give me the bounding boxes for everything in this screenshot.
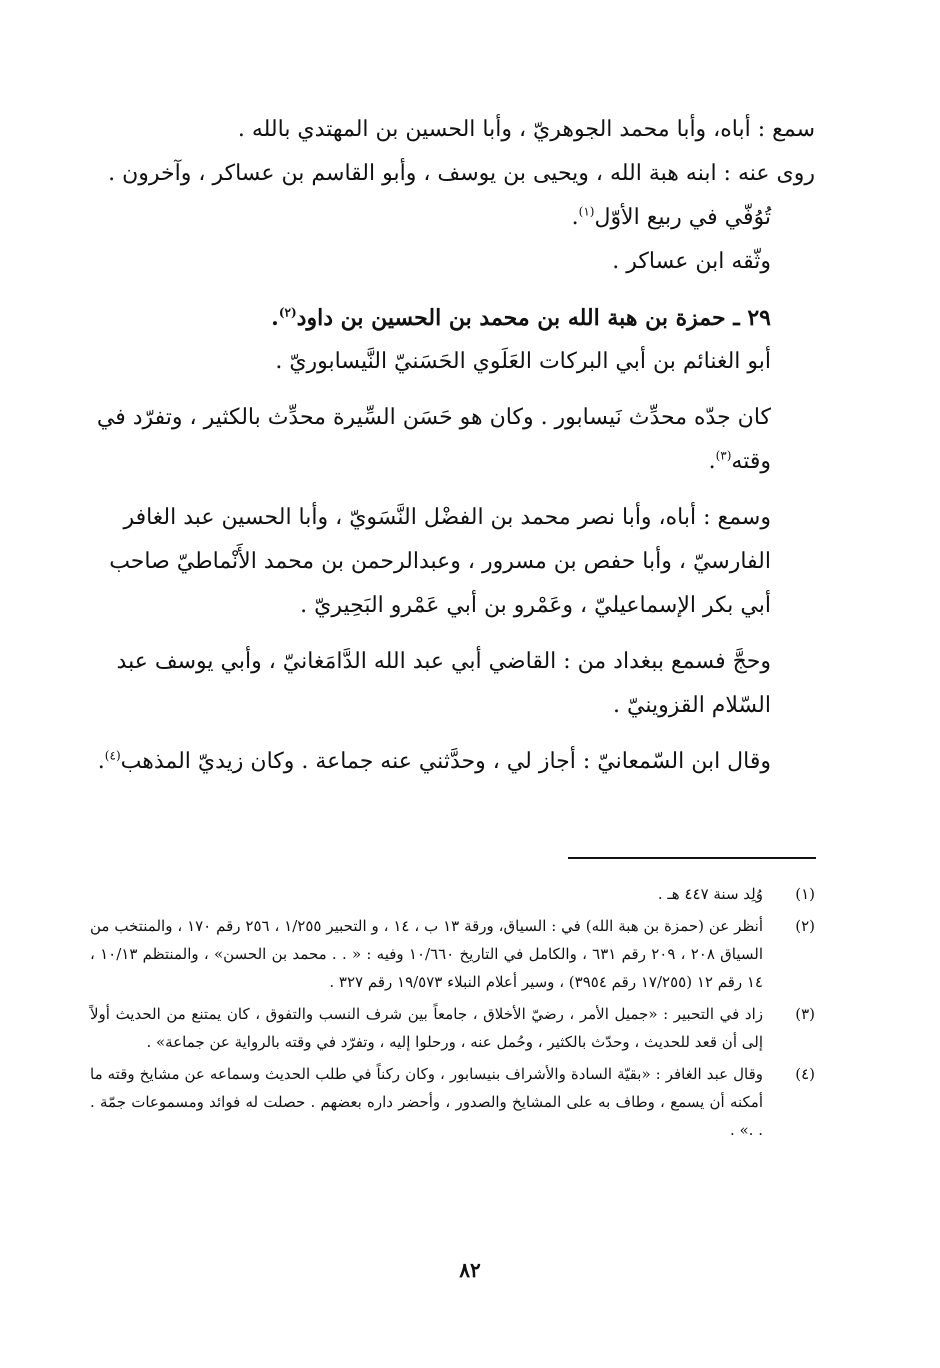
death-end: . (571, 205, 579, 230)
paragraph-heard-from: سمع : أباه، وأبا محمد الجوهريّ ، وأبا الحسين بن المهتدي بالله . (237, 117, 815, 142)
footnote-ref-1: (١) (578, 204, 595, 219)
footnote-number: (١) (795, 885, 815, 903)
paragraph-grandfather (90, 396, 815, 484)
paragraph-also-heard: وسمع : أباه، وأبا نصر محمد بن الفضْل النَّسَويّ ، وأبا الحسين عبد الغافر الفارسيّ ، وأبا حفص بن مسرور ، وعبدالرحمن بن محمد الأَنْماطيّ صاحب أبي بكر الإسماعيليّ ، وعَمْرو بن أبي عَمْرو البَحِيريّ . (109, 505, 771, 618)
entry-heading-end: . (271, 305, 279, 331)
paragraph-death (90, 196, 815, 240)
footnote-number: (٣) (795, 1005, 815, 1023)
footnote-text: وُلِد سنة ٤٤٧ هـ . (657, 885, 763, 903)
main-text (90, 108, 815, 784)
entry-kunya: أبو الغنائم بن أبي البركات العَلَوي الحَسَنيّ النَّيسابوريّ . (275, 349, 771, 374)
footnote-2 (90, 912, 815, 996)
grandfather-end: . (708, 449, 716, 474)
paragraph-pilgrimage: وحجَّ فسمع ببغداد من : القاضي أبي عبد الله الدَّامَغانيّ ، وأبي يوسف عبد السّلام القزوينيّ . (116, 649, 771, 718)
paragraph-trusted: وثّقه ابن عساكر . (612, 249, 771, 274)
paragraph-samani (90, 740, 815, 784)
footnotes (90, 880, 815, 1148)
footnote-1 (90, 880, 815, 908)
footnote-3 (90, 1000, 815, 1056)
footnote-text: زاد في التحبير : «جميل الأمر ، رضيّ الأخلاق ، جامعاً بين شرف النسب والتفوق ، كان يمتنع من الحديث أولاً إلى أن قعد للحديث ، وحدّث بالكثير ، وحُمل عنه ، ورحلوا إليه ، وتفرّد في وقته بالرواية عن جماعة» . (90, 1005, 763, 1051)
paragraph-narrated-by: روى عنه : ابنه هبة الله ، ويحيى بن يوسف ، وأبو القاسم بن عساكر ، وآخرون . (108, 161, 815, 186)
footnote-number: (٤) (795, 1065, 815, 1083)
grandfather-text: كان جدّه محدِّث نَيسابور . وكان هو حَسَن السِّيرة محدِّث بالكثير ، وتفرّد في وقته (96, 405, 771, 474)
footnote-ref-2: (٢) (278, 305, 297, 320)
entry-heading-text: ٢٩ ـ حمزة بن هبة الله بن محمد بن الحسين بن داود (296, 305, 771, 331)
samani-text: وقال ابن السّمعانيّ : أجاز لي ، وحدَّثني عنه جماعة . وكان زيديّ المذهب (120, 749, 771, 774)
samani-end: . (97, 749, 105, 774)
death-text: تُوُفّي في ربيع الأوّل (594, 205, 771, 230)
page-number: ٨٢ (459, 1258, 481, 1282)
footnote-number: (٢) (795, 917, 815, 935)
footnote-4 (90, 1060, 815, 1144)
footnote-text: أنظر عن (حمزة بن هبة الله) في : السياق، ورقة ١٣ ب ، ١٤ ، و التحبير ١/٢٥٥ ، ٢٥٦ رقم ١٧٠ ، والمنتخب من السياق ٢٠٨ ، ٢٠٩ رقم ٦٣١ ، والكامل في التاريخ ١٠/٦٦٠ وفيه : « . . محمد بن الحسن» ، والمنتظم ١٠/١٣ ، ١٤ رقم ١٢ (١٧/٢٥٥ رقم ٣٩٥٤) ، وسير أعلام النبلاء ١٩/٥٧٣ رقم ٣٢٧ . (90, 917, 764, 991)
footnote-ref-4: (٤) (104, 748, 121, 763)
footnote-ref-3: (٣) (715, 448, 732, 463)
footnote-separator (568, 857, 816, 859)
footnote-text: وقال عبد الغافر : «بقيّة السادة والأشراف بنيسابور ، وكان ركناً في طلب الحديث وسماعه عن مشايخ وقته ما أمكنه أن يسمع ، وطاف به على المشايخ والصدور ، وأحضر داره بعضهم . حصلت له فوائد ومسموعات جمّة . . .» . (90, 1065, 763, 1139)
entry-heading (90, 296, 815, 340)
